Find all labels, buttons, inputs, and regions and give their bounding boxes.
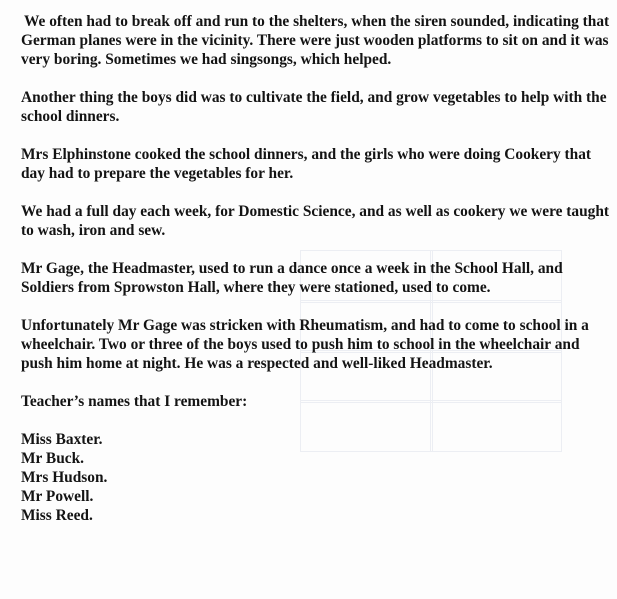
paragraph-dance: Mr Gage, the Headmaster, used to run a dance once a week in the School Hall, and Soldiers from Sprowston Hall, where they were stationed, used to come. xyxy=(21,260,563,296)
document-body xyxy=(21,12,611,525)
list-item-teacher: Miss Baxter. xyxy=(21,431,103,448)
list-item-teacher: Mr Powell. xyxy=(21,488,94,505)
list-item-teacher: Miss Reed. xyxy=(21,507,93,524)
paragraph-vegetables: Another thing the boys did was to cultivate the field, and grow vegetables to help with the school dinners. xyxy=(21,89,607,125)
teachers-heading: Teacher’s names that I remember: xyxy=(21,393,248,410)
teachers-list xyxy=(21,430,611,525)
paragraph-shelters: We often had to break off and run to the shelters, when the siren sounded, indicating that German planes were in the vicinity. There were just wooden platforms to sit on and it was very boring. Sometimes we had singsongs, which helped. xyxy=(21,13,610,68)
paragraph-school-dinners: Mrs Elphinstone cooked the school dinners, and the girls who were doing Cookery that day had to prepare the vegetables for her. xyxy=(21,146,592,182)
list-item-teacher: Mr Buck. xyxy=(21,450,84,467)
paragraph-headmaster: Unfortunately Mr Gage was stricken with Rheumatism, and had to come to school in a wheelchair. Two or three of the boys used to push him to school in the wheelchair and push him home at night. He was a respected and well-liked Headmaster. xyxy=(21,317,589,372)
paragraph-domestic-science: We had a full day each week, for Domestic Science, and as well as cookery we were taught to wash, iron and sew. xyxy=(21,203,610,239)
list-item-teacher: Mrs Hudson. xyxy=(21,469,108,486)
